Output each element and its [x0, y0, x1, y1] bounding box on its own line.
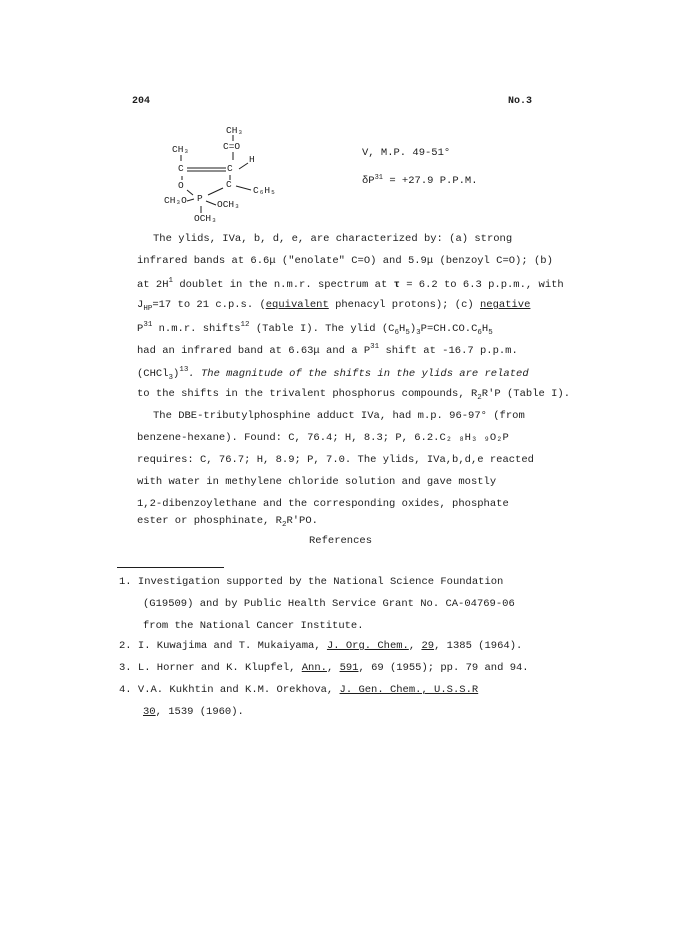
page-number: 204: [132, 96, 151, 107]
bond-c-phenyl: [236, 186, 251, 190]
bond-c-h: [239, 163, 248, 169]
atom-o-ring: O: [178, 180, 184, 191]
reference-3: 3. L. Horner and K. Klupfel, Ann., 591, 69 (1955); pp. 79 and 94.: [119, 662, 529, 674]
reference-1-line-2: (G19509) and by Public Health Service Grant No. CA-04769-06: [143, 598, 515, 610]
atom-ch3o: CH₃O: [164, 195, 187, 206]
text-line: $J_{HP}=17$ to 21 c.p.s. (equivalent phenacyl protons); (c) negative: [137, 299, 531, 313]
text-line: benzene-hexane). Found: C, 76.4; H, 8.3; P, 6.2.C₂ ₈H₃ ₉O₂P: [137, 432, 509, 444]
atom-och3-right: OCH₃: [217, 199, 240, 210]
text-line: with water in methylene chloride solution and gave mostly: [137, 476, 497, 488]
bond-o-p: [187, 190, 193, 195]
reference-1-line-1: 1. Investigation supported by the National Science Foundation: [119, 576, 504, 588]
text-line: 1,2-dibenzoylethane and the corresponding oxides, phosphate: [137, 498, 509, 510]
atom-carbonyl: C=O: [223, 141, 241, 152]
reference-1-line-3: from the National Cancer Institute.: [143, 620, 364, 632]
structure-bonds: [160, 124, 310, 229]
atom-c-ring: C: [226, 179, 232, 190]
text-line: The ylids, IVa, b, d, e, are characterized by: (a) strong: [153, 233, 513, 245]
melting-point: V, M.P. 49-51°: [362, 147, 451, 159]
atom-c-right: C: [227, 163, 233, 174]
atom-ch3-left: CH₃: [172, 144, 190, 155]
text-line: at $2H^1$ doublet in the n.m.r. spectrum at τ = 6.2 to 6.3 p.p.m., with: [137, 277, 564, 291]
text-line: to the shifts in the trivalent phosphorus compounds, $R_2R'P$ (Table I).: [137, 388, 570, 402]
p31-shift: $\delta P^{31} = +27.9$ P.P.M.: [362, 174, 478, 187]
reference-2: 2. I. Kuwajima and T. Mukaiyama, J. Org. Chem., 29, 1385 (1964).: [119, 640, 523, 652]
footnote-rule: [117, 567, 224, 568]
atom-ch3-top: CH₃: [226, 125, 244, 136]
text-line: ester or phosphinate, $R_2R'PO$.: [137, 515, 318, 529]
atom-p: P: [197, 193, 203, 204]
text-line: (CHCl$_3$)$^{13}$. The magnitude of the shifts in the ylids are related: [137, 366, 529, 382]
reference-4-line-1: 4. V.A. Kukhtin and K.M. Orekhova, J. Gen. Chem., U.S.S.R: [119, 684, 479, 696]
text-line: $P^{31}$ n.m.r. shifts$^{12}$ (Table I). The ylid $(C_6H_5)_3P=CH.CO.C_6H_5$: [137, 321, 493, 337]
references-heading: References: [309, 535, 373, 547]
bond-p-c-ring: [208, 188, 223, 195]
reference-4-line-2: 30, 1539 (1960).: [143, 706, 244, 718]
text-line: requires: C, 76.7; H, 8.9; P, 7.0. The ylids, IVa,b,d,e reacted: [137, 454, 534, 466]
atom-c6h5: C₆H₅: [253, 185, 276, 196]
bond-p-och3: [206, 201, 216, 205]
text-line: infrared bands at 6.6μ ("enolate" C=O) and 5.9μ (benzoyl C=O); (b): [137, 255, 553, 267]
bond-ch3o-p: [187, 199, 194, 201]
atom-c-left: C: [178, 163, 184, 174]
text-line: had an infrared band at 6.63μ and a $P^{31}$ shift at -16.7 p.p.m.: [137, 343, 518, 357]
atom-h: H: [249, 154, 255, 165]
atom-och3-bottom: OCH₃: [194, 213, 217, 224]
chemical-structure-v: [160, 124, 310, 229]
journal-issue-number: No.3: [508, 96, 533, 107]
compound-v-data: [362, 141, 478, 194]
text-line: The DBE-tributylphosphine adduct IVa, had m.p. 96-97° (from: [153, 410, 525, 422]
